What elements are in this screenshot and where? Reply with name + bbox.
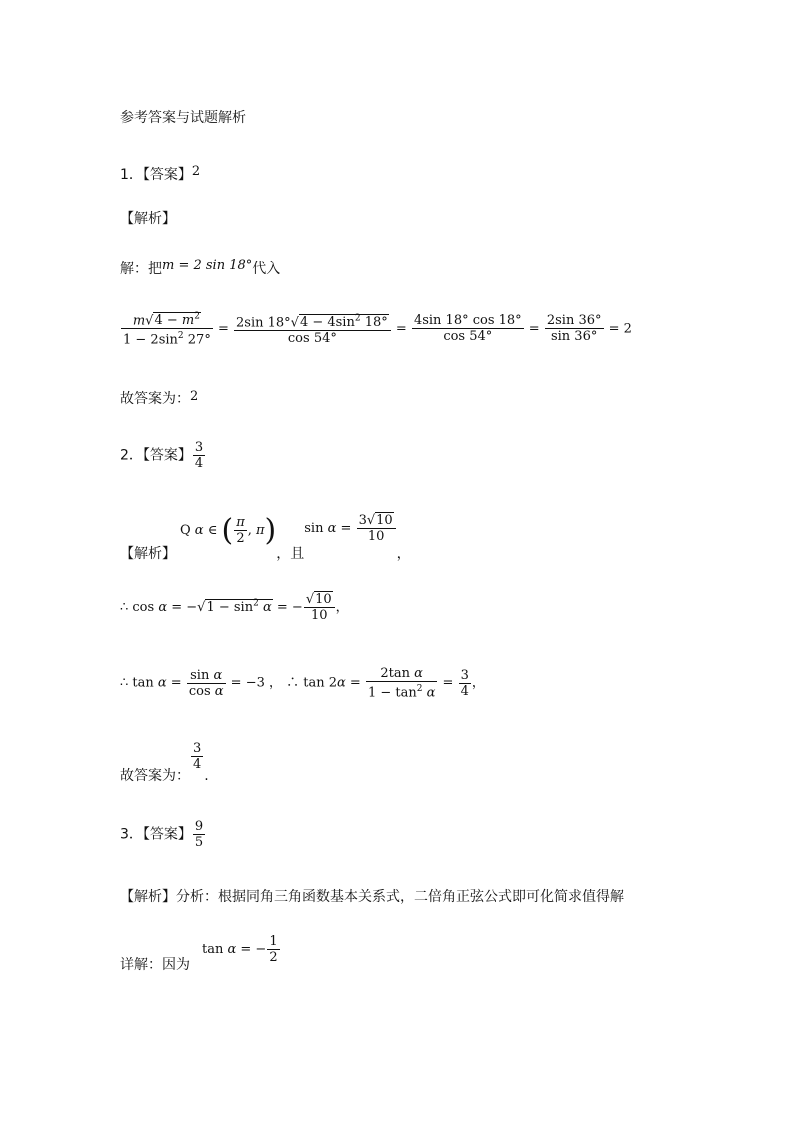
q3-analysis-label: 【解析】 [120,889,176,905]
q1-analysis-label: 【解析】 [120,211,176,227]
q2-conclusion-value: $\frac{3}{4}$ [193,741,202,772]
q3-tan-condition: tan α = − $\frac{1}{2}$ [202,934,278,965]
q1-intro-expr: m = 2 sin 18° [162,258,253,273]
q1-answer-line [120,164,200,184]
q3-answer: $\frac{9}{5}$ [194,819,204,850]
q2-answer-line [120,440,206,471]
q3-analysis-text: 分析：根据同角三角函数基本关系式，二倍角正弦公式即可化简求值得解 [176,889,624,905]
q2-cos-line: ∴ $\cos \alpha = -√1 - \sin^2 \alpha$ = − $\frac{√10}{10}$ ， [120,592,349,623]
q2-conclusion-end: . [204,768,209,784]
q2-conclusion [120,741,209,785]
q3-analysis [120,886,624,906]
q1-answer: 2 [191,164,201,179]
q1-frac-3: $\frac{4\sin 18^\circ \cos 18^\circ}{\cos 54^\circ}$ [413,313,522,345]
q1-head: 1．【答案】 [120,167,192,183]
q3-detail [120,934,281,974]
q2-comma-end: ， [471,675,485,691]
q1-conclusion-label: 故答案为： [120,391,190,407]
q3-answer-line [120,819,206,850]
q3-head: 3．【答案】 [120,826,192,843]
q1-conclusion [120,388,198,408]
q1-conclusion-value: 2 [190,389,199,404]
q1-frac-4: $\frac{2\sin 36^\circ}{\sin 36^\circ}$ [546,313,602,345]
q2-comma: ， [396,546,411,562]
q2-answer: $\frac{3}{4}$ [194,440,204,471]
q2-head: 2．【答案】 [120,447,192,464]
q2-tan-line: ∴ tan α = $\frac{\text{sin α}}{\text{cos α}}$ = −3 ， ∴ tan 2α = $\frac{\text{2tan α}}{1 - \tan^2 \alpha}$ = $\frac{3}{4}$ ， [120,666,485,701]
q3-detail-label: 详解：因为 [120,957,190,973]
q2-conclusion-label: 故答案为： [120,768,190,784]
q1-intro-suffix: 代入 [252,261,281,277]
q2-condition-interval: Q α ∈ ( $\frac{\pi}{2}$ , π) [180,513,277,548]
q2-analysis-line [120,513,411,563]
q2-analysis-label: 【解析】 [120,546,176,562]
q1-frac-2: $\frac{2\sin 18^\circ√4 - 4\sin^2 18^\circ}{\cos 54^\circ}$ [234,312,391,346]
q1-intro-prefix: 解：把 [120,261,162,277]
q2-condition-sin: sin α = $\frac{3√10}{10}$ [304,513,396,544]
q2-sep1: ，且 [276,546,305,562]
q1-intro [120,258,280,278]
q1-equation: $\frac{m√4 - m^2}{1 - 2\sin^2 27^\circ}$ = $\frac{2\sin 18^\circ√4 - 4\sin^2 18^\circ}{\cos 54^\circ}$ = $\frac{4\sin 18^\circ \cos 18^\circ}{\cos 54^\circ}$ = $\frac{2\sin 36^\circ}{\sin 36^\circ}$ = 2 [123,312,632,348]
q1-frac-1: $\frac{m√4 - m^2}{1 - 2\sin^2 27^\circ}$ [123,312,211,348]
page-title: 参考答案与试题解析 [120,110,246,126]
